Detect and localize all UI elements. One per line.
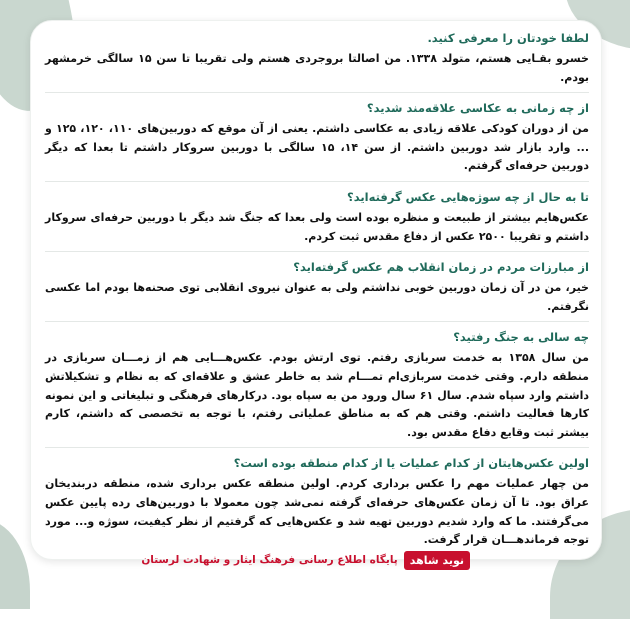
qa-block xyxy=(45,99,589,176)
qa-block xyxy=(45,328,589,442)
interview-content xyxy=(45,29,589,550)
answer: خسرو بقـایی هستم، متولد ۱۳۳۸. من اصالتا بروجردی هستم ولی تقریبا تا سن ۱۵ سالگی خرمشهر بودم. xyxy=(45,52,589,84)
interview-card xyxy=(30,20,602,560)
answer: من از دوران کودکی علاقه زیادی به عکاسی داشتم. یعنی از آن موقع که دوربین‌های ۱۱۰، ۱۲۰، ۱۲۵ و ... وارد بازار شد دوربین داشتم. از سن ۱۴، ۱۵ سالگی با دوربین سروکار داشتم تا بعدا که دیگر دوربین حرفه‌ای گرفتم. xyxy=(45,122,590,173)
divider xyxy=(45,447,589,448)
question: اولین عکس‌هایتان از کدام عملیات یا از کدام منطقه بوده است؟ xyxy=(233,456,589,471)
source-caption: پایگاه اطلاع رسانی فرهنگ ایثار و شهادت لرستان xyxy=(141,554,398,566)
answer: من سال ۱۳۵۸ به خدمت سربازی رفتم. توی ارتش بودم. عکس‌هـــایی هم از زمـــان سربازی در منطقه دارم. وقتی خدمت سربازی‌ام تمـــام شد به خاطر عشق و علاقه‌ای که به نظام و تشکیلاتش داشتم وارد سپاه شدم. سال ۶۱ سال ورود من به سپاه بود. درکارهای فرهنگی و تبلیغاتی و این نمونه کارها فعالیت داشتم. وقتی هم که به مناطق عملیاتی رفتم، با توجه به تخصصی که داشتم، کارم بیشتر ثبت وقایع دفاع مقدس بود. xyxy=(45,351,590,439)
question: از مبارزات مردم در زمان انقلاب هم عکس گرفته‌اید؟ xyxy=(293,260,589,275)
answer: عکس‌هایم بیشتر از طبیعت و منظره بوده است ولی بعدا که جنگ شد دیگر با دوربین حرفه‌ای سروکار داشتم و تقریبا ۲۵۰۰ عکس از دفاع مقدس ثبت کردم. xyxy=(45,210,589,243)
question: لطفا خودتان را معرفی کنید. xyxy=(427,31,589,45)
qa-block xyxy=(45,29,589,87)
divider xyxy=(45,181,589,182)
decorative-blob-bottom-left xyxy=(0,519,30,609)
answer: خیر، من در آن زمان دوربین خوبی نداشتم ولی به عنوان نیروی انقلابی توی صحنه‌ها بودم اما عکسی نگرفتم. xyxy=(45,281,589,313)
qa-block xyxy=(45,454,589,549)
question: تا به حال از چه سوژه‌هایی عکس گرفته‌اید؟ xyxy=(347,189,589,204)
question: چه سالی به جنگ رفتید؟ xyxy=(453,330,589,345)
source-footer xyxy=(141,547,470,573)
navid-shahed-logo: نوید شاهد xyxy=(404,551,470,570)
divider xyxy=(45,321,589,322)
qa-block xyxy=(45,258,589,316)
qa-block xyxy=(45,188,589,246)
divider xyxy=(45,251,589,252)
answer: من چهار عملیات مهم را عکس برداری کردم. اولین منطقه عکس برداری شده، منطقه دربندیخان عراق بود. تا آن زمان عکس‌های حرفه‌ای گرفته نمی‌شد چون معمولا با دوربین‌های رده پایین عکس می‌گرفتند. ما که وارد شدیم دوربین تهیه شد و عکس‌هایی که گرفتیم از نظر کیفیت، سوژه و... مورد توجه فرماندهـــان قرار گرفت. xyxy=(45,477,589,547)
divider xyxy=(45,92,589,93)
question: از چه زمانی به عکاسی علاقه‌مند شدید؟ xyxy=(366,101,589,116)
